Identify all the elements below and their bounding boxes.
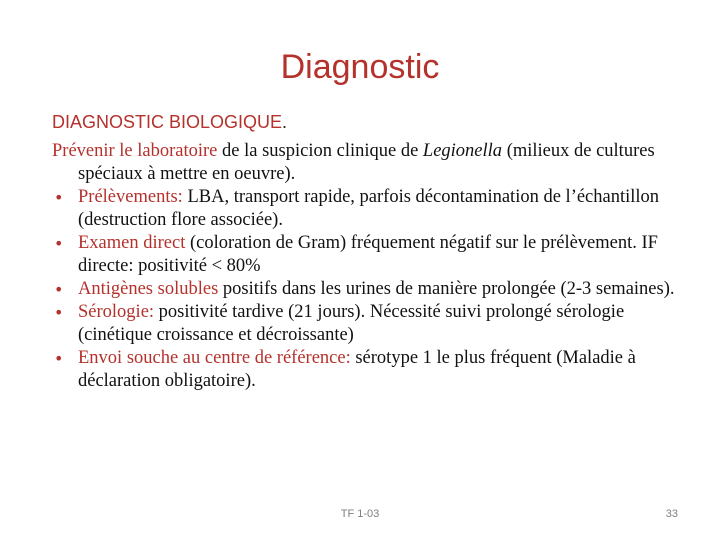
intro-organism: Legionella — [422, 141, 503, 161]
bullet-highlight: Sérologie: — [78, 302, 155, 322]
bullet-icon: • — [54, 234, 64, 253]
intro-text: de la suspicion clinique de — [217, 141, 423, 161]
bullet-highlight: Examen direct — [78, 233, 186, 253]
bullet-text: LBA, transport rapide, parfois décontamination de l’échantillon (destruction flore associée). — [78, 187, 660, 230]
bullet-icon: • — [54, 303, 64, 322]
intro-highlight: Prévenir le laboratoire — [52, 141, 218, 161]
bullet-item — [52, 347, 702, 393]
bullet-icon: • — [54, 280, 64, 299]
intro-paragraph — [52, 140, 702, 186]
bullet-item — [52, 232, 702, 278]
slide-title: Diagnostic — [280, 48, 440, 86]
bullet-highlight: Envoi souche au centre de référence: — [78, 348, 351, 368]
bullet-list — [52, 186, 702, 393]
bullet-text: positifs dans les urines de manière prolongée (2-3 semaines). — [218, 279, 675, 299]
footer-label: TF 1-03 — [340, 508, 380, 520]
bullet-icon: • — [54, 349, 64, 368]
page-number: 33 — [665, 508, 678, 520]
slide-body — [52, 140, 702, 393]
bullet-item — [52, 301, 702, 347]
bullet-icon: • — [54, 188, 64, 207]
bullet-text: positivité tardive (21 jours). Nécessité suivi prolongé sérologie (cinétique croissance et décroissante) — [78, 302, 625, 345]
bullet-highlight: Prélèvements: — [78, 187, 183, 207]
bullet-text: sérotype 1 le plus fréquent (Maladie à déclaration obligatoire). — [78, 348, 636, 391]
bullet-item — [52, 186, 702, 232]
bullet-item — [52, 278, 702, 301]
intro-text-end: (milieux de cultures spéciaux à mettre en oeuvre). — [78, 141, 655, 184]
bullet-text: (coloration de Gram) fréquement négatif sur le prélèvement. IF directe: positivité < 80% — [78, 233, 658, 276]
section-subtitle — [52, 112, 287, 133]
bullet-highlight: Antigènes solubles — [78, 279, 219, 299]
subtitle-text: DIAGNOSTIC BIOLOGIQUE — [52, 112, 283, 132]
subtitle-dot: . — [282, 112, 288, 132]
